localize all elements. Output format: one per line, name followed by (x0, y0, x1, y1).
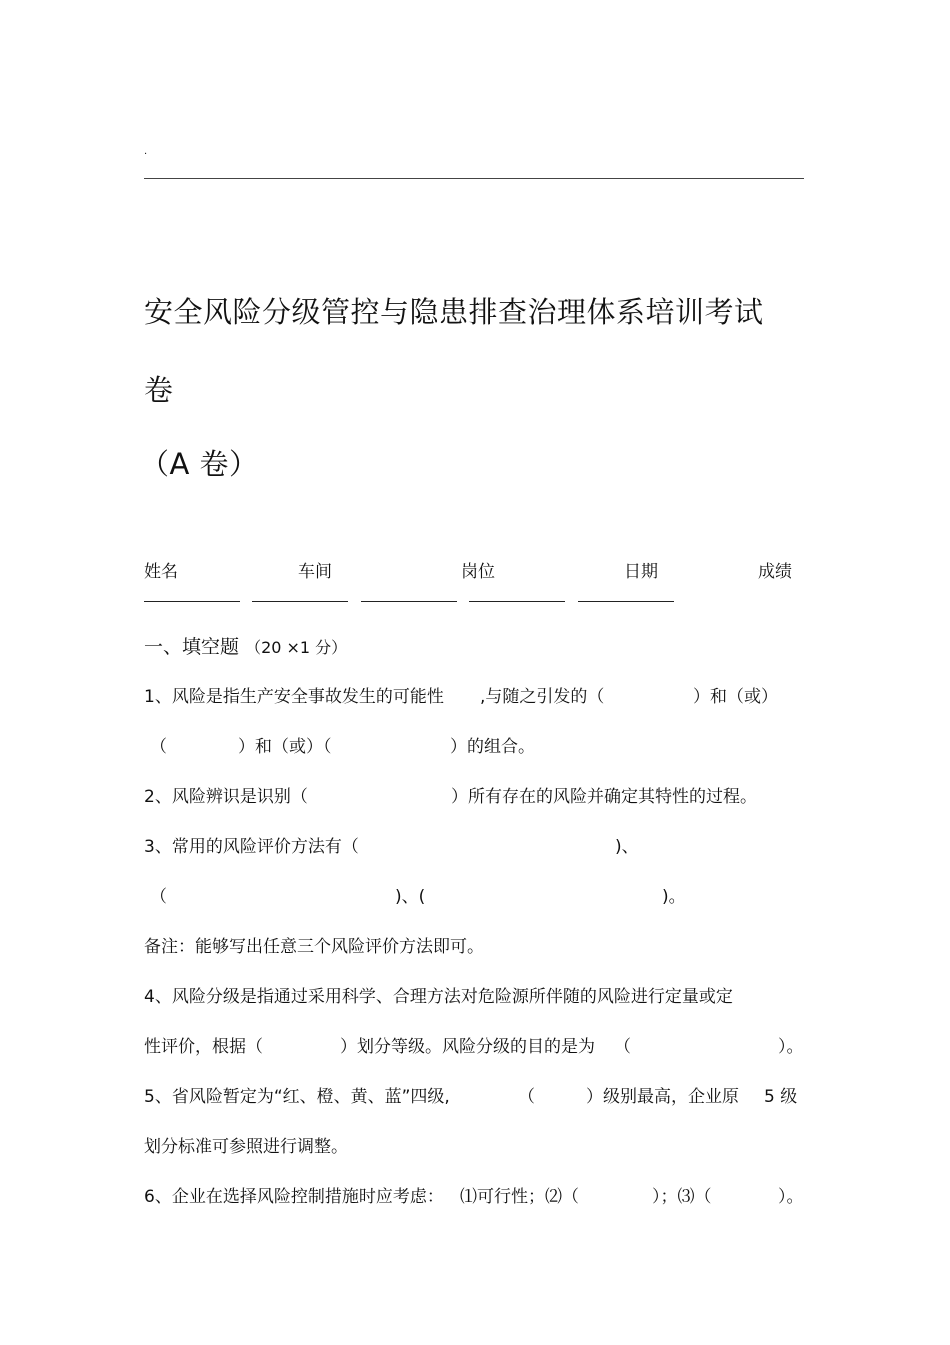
q3-note: 备注：能够写出任意三个风险评价方法即可。 (144, 937, 484, 957)
section-heading (144, 632, 347, 659)
score-label: 成绩 (758, 562, 792, 582)
q6-text-2: ⑴可行性；⑵（ (460, 1187, 579, 1207)
q4-text-3: ）划分等级。风险分级的目的是为 (340, 1037, 595, 1057)
header-rule (144, 178, 804, 179)
header-mark: . (144, 146, 148, 157)
section-title: 一、填空题 (144, 636, 240, 658)
q4-text: 4、风险分级是指通过采用科学、合理方法对危险源所伴随的风险进行定量或定 (144, 987, 733, 1007)
q3-text: 3、常用的风险评价方法有（ (144, 837, 359, 857)
q5-text-4: 划分标准可参照进行调整。 (144, 1137, 348, 1157)
workshop-blank[interactable] (252, 601, 348, 602)
q3-open: （ (150, 887, 167, 907)
q4-text-2: 性评价，根据（ (144, 1037, 263, 1057)
q1-text-5: ）的组合。 (450, 737, 535, 757)
name-label: 姓名 (144, 562, 178, 582)
q5-open: （ (518, 1087, 535, 1107)
q3-text-2: )、 (615, 837, 639, 857)
q3-text-4: )。 (662, 887, 686, 907)
q6-text-3: ）；⑶（ (652, 1187, 712, 1207)
q6-text-4: ）。 (778, 1187, 804, 1207)
q4-text-4: ）。 (778, 1037, 804, 1057)
exam-title-continued: 卷 (144, 373, 174, 407)
q3-text-3: )、( (395, 887, 426, 907)
date-label: 日期 (624, 562, 658, 582)
date-blank[interactable] (469, 601, 565, 602)
q5-text-3: 5 级 (764, 1087, 798, 1107)
q1-text-3: ）和（或） (693, 687, 778, 707)
exam-version: （A 卷） (140, 447, 259, 481)
q2-text: 2、风险辨识是识别（ (144, 787, 308, 807)
q5-text-2: ）级别最高，企业原 (586, 1087, 739, 1107)
q1-text: 1、风险是指生产安全事故发生的可能性 (144, 687, 444, 707)
q6-text: 6、企业在选择风险控制措施时应考虑： (144, 1187, 444, 1207)
exam-title: 安全风险分级管控与隐患排查治理体系培训考试 (144, 295, 764, 329)
name-blank[interactable] (144, 601, 240, 602)
position-blank[interactable] (361, 601, 457, 602)
q1-open: （ (150, 737, 167, 757)
position-label: 岗位 (461, 562, 495, 582)
workshop-label: 车间 (298, 562, 332, 582)
q1-text-2: ,与随之引发的（ (480, 687, 605, 707)
q1-text-4: ）和（或）（ (238, 737, 332, 757)
q4-open: （ (614, 1037, 631, 1057)
q5-text: 5、省风险暂定为“红、橙、黄、蓝”四级, (144, 1087, 450, 1107)
q2-text-2: ）所有存在的风险并确定其特性的过程。 (451, 787, 757, 807)
score-blank[interactable] (578, 601, 674, 602)
section-score: （20 ×1 分） (245, 638, 348, 657)
